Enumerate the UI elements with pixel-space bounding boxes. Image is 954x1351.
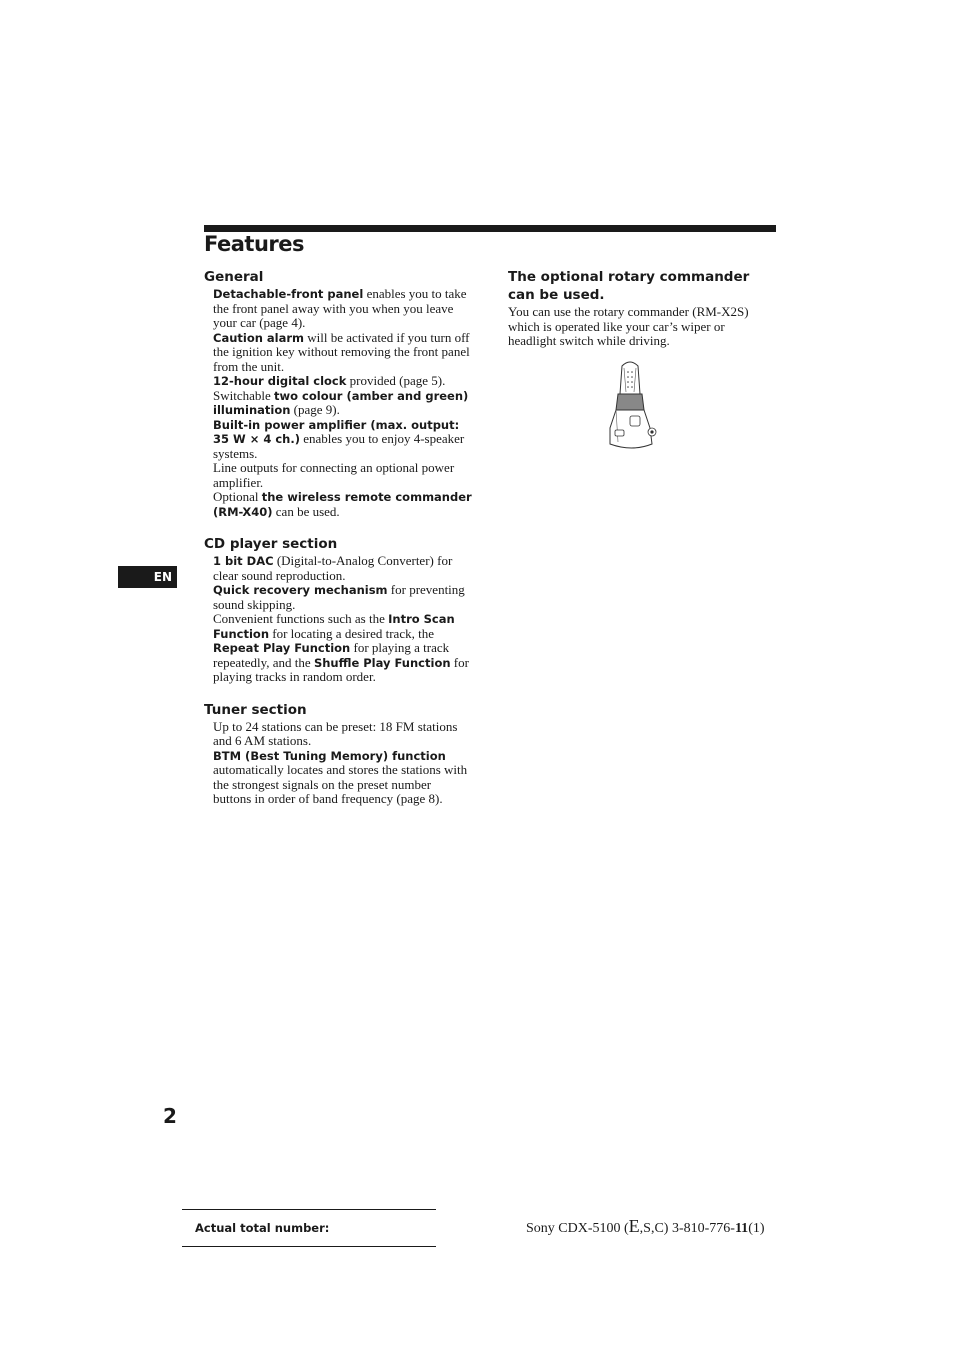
cd-item-recovery: Quick recovery mechanism for preventing sound skipping. — [213, 582, 465, 612]
general-item-line-outputs: Line outputs for connecting an optional power amplifier. — [213, 460, 455, 490]
general-item-clock: 12-hour digital clock provided (page 5). — [213, 373, 446, 388]
page-number: 2 — [163, 1104, 177, 1128]
cd-heading: CD player section — [204, 536, 338, 552]
page-title: Features — [204, 232, 304, 256]
cd-section — [204, 535, 472, 685]
general-item-detachable: Detachable-front panel enables you to take the front panel away with you when you leave your car (page 4). — [213, 286, 467, 330]
rotary-text: You can use the rotary commander (RM-X2S) which is operated like your car’s wiper or headlight switch while driving. — [508, 304, 749, 348]
rotary-heading: The optional rotary commander can be used. — [508, 269, 750, 303]
cd-item-dac: 1 bit DAC (Digital-to-Analog Converter) for clear sound reproduction. — [213, 553, 453, 583]
language-tab: EN — [118, 566, 177, 588]
general-item-caution: Caution alarm will be activated if you turn off the ignition key without removing the front panel from the unit. — [213, 329, 470, 374]
title-rule — [204, 225, 776, 232]
tuner-items — [204, 720, 472, 807]
footer-count-box — [182, 1209, 436, 1247]
cd-items — [204, 554, 472, 685]
tuner-heading: Tuner section — [204, 701, 307, 718]
footer-model-code: Sony CDX-5100 (E,S,C) 3-810-776-11(1) — [526, 1216, 765, 1236]
general-items — [204, 287, 472, 519]
rotary-commander-illustration — [606, 358, 658, 450]
general-heading: General — [204, 269, 264, 285]
general-section — [204, 268, 472, 519]
right-column — [508, 268, 776, 349]
tuner-item-presets: Up to 24 stations can be preset: 18 FM stations and 6 AM stations. — [213, 718, 458, 748]
tuner-item-btm: BTM (Best Tuning Memory) function automatically locates and stores the stations with the strongest signals on the preset number buttons in order of band frequency (page 8). — [213, 748, 468, 806]
tuner-section — [204, 701, 472, 807]
general-item-illumination: Switchable two colour (amber and green) illumination (page 9). — [213, 387, 469, 417]
general-item-amplifier: Built-in power amplifier (max. output: 35 W × 4 ch.) enables you to enjoy 4-speaker systems. — [213, 417, 465, 461]
left-column — [204, 268, 472, 823]
general-item-remote: Optional the wireless remote commander (RM-X40) can be used. — [213, 489, 472, 519]
cd-item-functions: Convenient functions such as the Intro Scan Function for locating a desired track, the Repeat Play Function for playing a track repeatedly, and the Shuffle Play Function for playing tracks in random order. — [213, 611, 469, 684]
footer-label: Actual total number: — [195, 1221, 330, 1235]
